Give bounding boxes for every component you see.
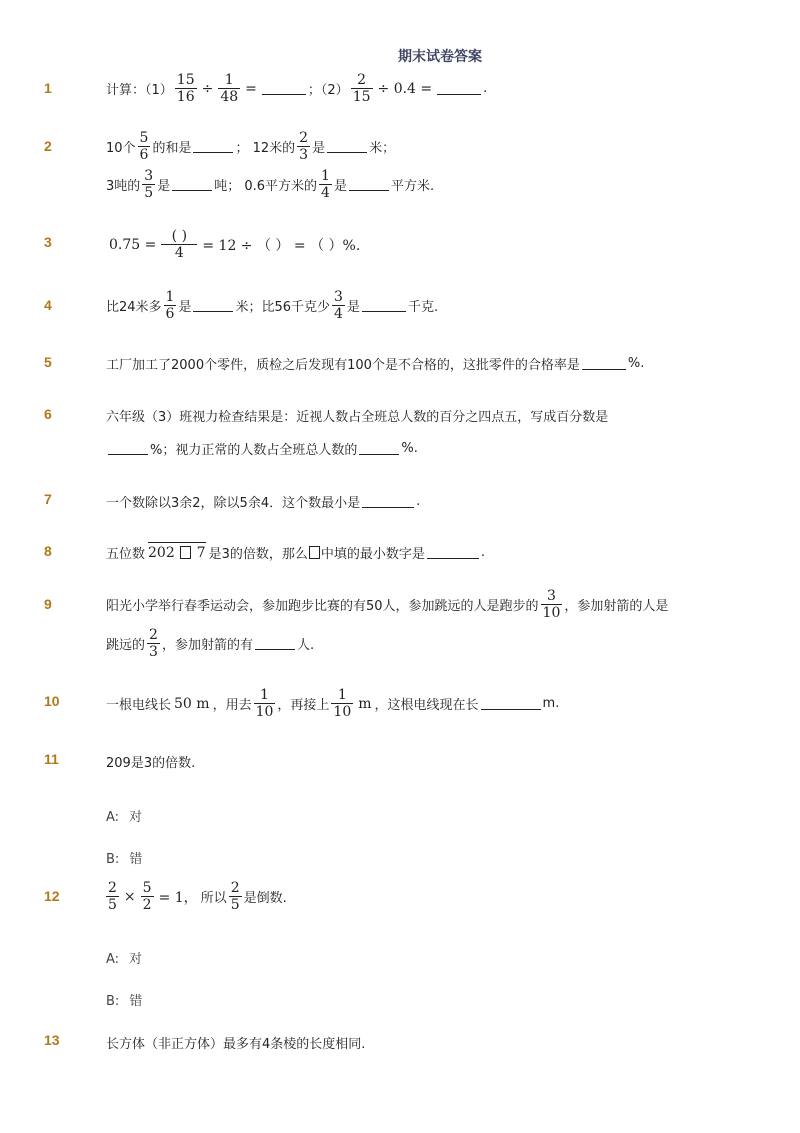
question-12 bbox=[106, 880, 287, 913]
question-2-line-1 bbox=[106, 130, 395, 163]
answer-blank[interactable] bbox=[437, 82, 481, 95]
answer-blank[interactable] bbox=[349, 178, 389, 191]
question-6-line-1 bbox=[106, 406, 608, 425]
fraction: $\frac{3}{4}$ bbox=[334, 289, 343, 323]
fraction: $\frac{15}{16}$ bbox=[176, 72, 195, 106]
option-a[interactable]: A: 对 bbox=[106, 810, 143, 825]
q1-text: 计算：（1） bbox=[106, 83, 173, 99]
question-9-line-1 bbox=[106, 588, 668, 621]
q4-text: 米；比56千克少 bbox=[235, 300, 331, 316]
q2-text: 的和是 bbox=[152, 141, 192, 157]
q10-text: m. bbox=[542, 696, 560, 712]
q10-text: 一根电线长 bbox=[106, 698, 172, 714]
question-7 bbox=[106, 492, 420, 511]
question-2-line-2 bbox=[106, 168, 434, 201]
fraction: $\frac{3}{5}$ bbox=[144, 168, 154, 202]
q1-text: . bbox=[483, 81, 488, 97]
question-13 bbox=[106, 1033, 365, 1052]
question-number: 12 bbox=[44, 888, 60, 904]
q2-text: 是 bbox=[157, 179, 171, 195]
page-title: 期末试卷答案 bbox=[398, 49, 482, 65]
q9-text: 跳远的 bbox=[106, 638, 146, 654]
question-number: 11 bbox=[44, 751, 59, 767]
question-9-line-2 bbox=[106, 627, 314, 660]
question-8 bbox=[106, 543, 485, 562]
fraction: $\frac{1}{10}$ bbox=[333, 687, 352, 721]
answer-blank[interactable] bbox=[359, 442, 399, 455]
operator: × bbox=[123, 888, 136, 905]
q7-text: . bbox=[416, 494, 421, 509]
question-number: 9 bbox=[44, 596, 52, 612]
q4-text: 比24米多 bbox=[106, 300, 162, 316]
q2-text: 是 bbox=[312, 141, 326, 157]
q4-text: 是 bbox=[346, 300, 360, 316]
question-5 bbox=[106, 354, 644, 373]
operator: = bbox=[245, 80, 257, 97]
question-1 bbox=[106, 72, 487, 105]
question-number: 8 bbox=[44, 543, 52, 559]
question-number: 6 bbox=[44, 406, 52, 422]
option-b[interactable]: B: 错 bbox=[106, 852, 143, 867]
answer-blank[interactable] bbox=[327, 140, 367, 153]
q2-text: 3吨的 bbox=[106, 179, 141, 195]
fraction: $\frac{2}{3}$ bbox=[149, 627, 158, 661]
answer-blank[interactable] bbox=[255, 637, 295, 650]
answer-blank[interactable] bbox=[427, 546, 479, 559]
q6-text: 六年级（3）班视力检查结果是：近视人数占全班总人数的百分之四点五，写成百分数是 bbox=[106, 410, 609, 425]
q4-text: 千克. bbox=[407, 300, 439, 316]
answer-blank[interactable] bbox=[172, 178, 212, 191]
question-4 bbox=[106, 289, 438, 322]
fraction: $\frac{2}{5}$ bbox=[230, 880, 240, 914]
q6-text: %. bbox=[401, 441, 418, 456]
q10-text: ，这根电线现在长 bbox=[374, 698, 479, 714]
q2-text: 平方米. bbox=[390, 179, 435, 195]
q8-text: . bbox=[480, 545, 486, 560]
fraction: $\frac{2}{3}$ bbox=[299, 130, 309, 164]
fraction: $\frac{( )}{4}$ bbox=[161, 228, 197, 261]
question-number: 1 bbox=[44, 80, 52, 96]
fraction: $\frac{3}{10}$ bbox=[542, 588, 561, 622]
question-11 bbox=[106, 752, 195, 771]
answer-blank[interactable] bbox=[362, 299, 406, 312]
fraction: $\frac{2}{5}$ bbox=[108, 880, 117, 914]
q2-text: ； 12米的 bbox=[235, 141, 296, 157]
q3-text: 0.75 = bbox=[109, 236, 157, 253]
q12-text: 所以 bbox=[200, 891, 227, 907]
question-number: 2 bbox=[44, 138, 52, 154]
q2-text: 10个 bbox=[106, 141, 136, 157]
fraction: $\frac{2}{15}$ bbox=[352, 72, 371, 106]
question-number: 7 bbox=[44, 491, 52, 507]
question-number: 13 bbox=[44, 1032, 60, 1048]
q10-text: ，再接上 bbox=[277, 698, 330, 714]
q5-text: %. bbox=[627, 356, 645, 371]
q5-text: 工厂加工了2000个零件，质检之后发现有100个是不合格的，这批零件的合格率是 bbox=[106, 358, 580, 373]
fraction: $\frac{5}{2}$ bbox=[142, 880, 152, 914]
q2-text: 吨； 0.6平方米的 bbox=[214, 179, 318, 195]
q2-text: 是 bbox=[333, 179, 347, 195]
q3-text: = 12 ÷ （ ） = （ ）%. bbox=[202, 237, 361, 254]
q10-unit: m bbox=[358, 695, 372, 712]
q12-text: 是倒数. bbox=[243, 891, 287, 907]
operator: ÷ bbox=[201, 80, 214, 97]
fraction: $\frac{5}{6}$ bbox=[139, 130, 149, 164]
q8-text: 五位数 bbox=[106, 547, 146, 562]
option-b[interactable]: B: 错 bbox=[106, 994, 143, 1009]
question-number: 5 bbox=[44, 354, 52, 370]
question-number: 4 bbox=[44, 297, 52, 313]
q1-text: ；（2） bbox=[307, 83, 349, 99]
answer-blank[interactable] bbox=[582, 357, 626, 370]
answer-blank[interactable] bbox=[481, 697, 541, 710]
question-3 bbox=[106, 228, 363, 261]
q10-text: ，用去 bbox=[212, 698, 252, 714]
fraction: $\frac{1}{6}$ bbox=[165, 289, 175, 323]
q9-text: 阳光小学举行春季运动会，参加跑步比赛的有50人，参加跳远的人是跑步的 bbox=[106, 599, 539, 615]
option-a[interactable]: A: 对 bbox=[106, 952, 143, 967]
fraction: $\frac{1}{48}$ bbox=[220, 72, 239, 106]
question-number: 10 bbox=[44, 693, 60, 709]
question-10 bbox=[106, 687, 559, 720]
q9-text: ，参加射箭的有 bbox=[161, 638, 253, 654]
q8-text: 是3的倍数，那么 bbox=[208, 547, 308, 562]
overlined-number: 202 7 bbox=[148, 544, 206, 561]
square-box-icon bbox=[309, 546, 320, 559]
fraction: $\frac{1}{4}$ bbox=[321, 168, 330, 202]
operator: = 1， bbox=[158, 889, 198, 906]
q6-text: %；视力正常的人数占全班总人数的 bbox=[150, 443, 358, 458]
q13-text: 长方体（非正方体）最多有4条棱的长度相同. bbox=[106, 1037, 366, 1052]
answer-blank[interactable] bbox=[262, 82, 306, 95]
answer-blank[interactable] bbox=[362, 495, 414, 508]
answer-blank[interactable] bbox=[193, 140, 233, 153]
question-6-line-2 bbox=[106, 439, 418, 458]
q9-text: 人. bbox=[296, 638, 315, 654]
answer-blank[interactable] bbox=[193, 299, 233, 312]
operator: ÷ 0.4 = bbox=[377, 80, 433, 97]
q8-text: 中填的最小数字是 bbox=[320, 547, 425, 562]
q4-text: 是 bbox=[178, 300, 192, 316]
q7-text: 一个数除以3余2，除以5余4．这个数最小是 bbox=[106, 496, 361, 511]
answer-blank[interactable] bbox=[108, 442, 148, 455]
question-number: 3 bbox=[44, 234, 52, 250]
q2-text: 米； bbox=[369, 141, 396, 157]
square-box-icon bbox=[180, 546, 191, 559]
q10-length: 50 m bbox=[174, 695, 210, 712]
q11-text: 209是3的倍数. bbox=[106, 756, 196, 771]
fraction: $\frac{1}{10}$ bbox=[255, 687, 274, 721]
q9-text: ，参加射箭的人是 bbox=[564, 599, 669, 615]
